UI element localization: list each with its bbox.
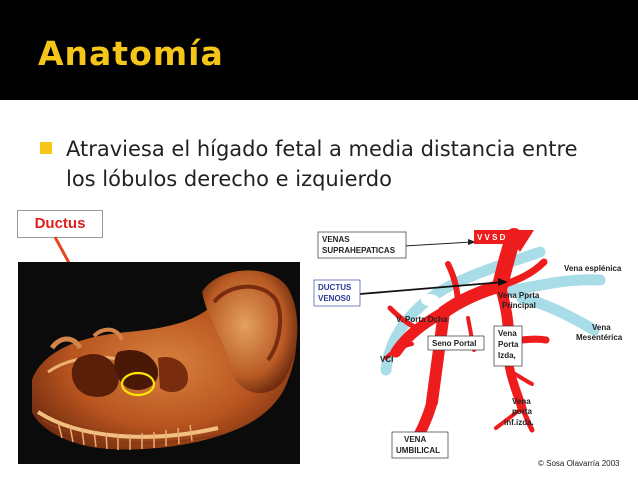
label-seno-portal: Seno Portal bbox=[432, 339, 477, 348]
bullet-text: Atraviesa el hígado fetal a media distancia entre los lóbulos derecho e izquierdo bbox=[66, 137, 578, 191]
label-vena-porta-izda-2: Porta bbox=[498, 340, 519, 349]
label-venas-suprahepaticas-1: VENAS bbox=[322, 235, 350, 244]
label-vena-porta-inf-1: Vena bbox=[512, 397, 531, 406]
label-ductus-venoso-1: DUCTUS bbox=[318, 283, 352, 292]
slide-title: Anatomía bbox=[38, 34, 224, 73]
label-venas-suprahepaticas-2: SUPRAHEPATICAS bbox=[322, 246, 396, 255]
label-vena-umbilical-1: VENA bbox=[404, 435, 427, 444]
label-vci: VCI bbox=[380, 355, 394, 364]
label-vena-mesenterica-2: Mesentérica bbox=[576, 333, 623, 342]
label-vena-umbilical-2: UMBILICAL bbox=[396, 446, 440, 455]
label-vena-porta-izda-3: Izda, bbox=[498, 351, 516, 360]
label-vvsd: V V S D bbox=[477, 233, 506, 242]
label-v-porta-dcha: V. Porta Dcha bbox=[396, 315, 448, 324]
label-vena-porta-inf-3: inf.izda. bbox=[504, 418, 534, 427]
fetal-specimen-photo bbox=[18, 262, 300, 464]
label-vena-esplenica: Vena esplénica bbox=[564, 264, 622, 273]
label-ductus-venoso-2: VENOS0 bbox=[318, 294, 351, 303]
label-vena-pprta-1: Vena Pprta bbox=[498, 291, 540, 300]
ductus-label: Ductus bbox=[17, 210, 103, 238]
label-vena-porta-izda-1: Vena bbox=[498, 329, 517, 338]
copyright-text: © Sosa Olavarría 2003 bbox=[538, 459, 620, 468]
label-vena-pprta-2: Principal bbox=[502, 301, 536, 310]
label-vena-mesenterica-1: Vena bbox=[592, 323, 611, 332]
hepatic-vessels-diagram bbox=[308, 222, 630, 472]
label-vena-porta-inf-2: porta bbox=[512, 407, 532, 416]
